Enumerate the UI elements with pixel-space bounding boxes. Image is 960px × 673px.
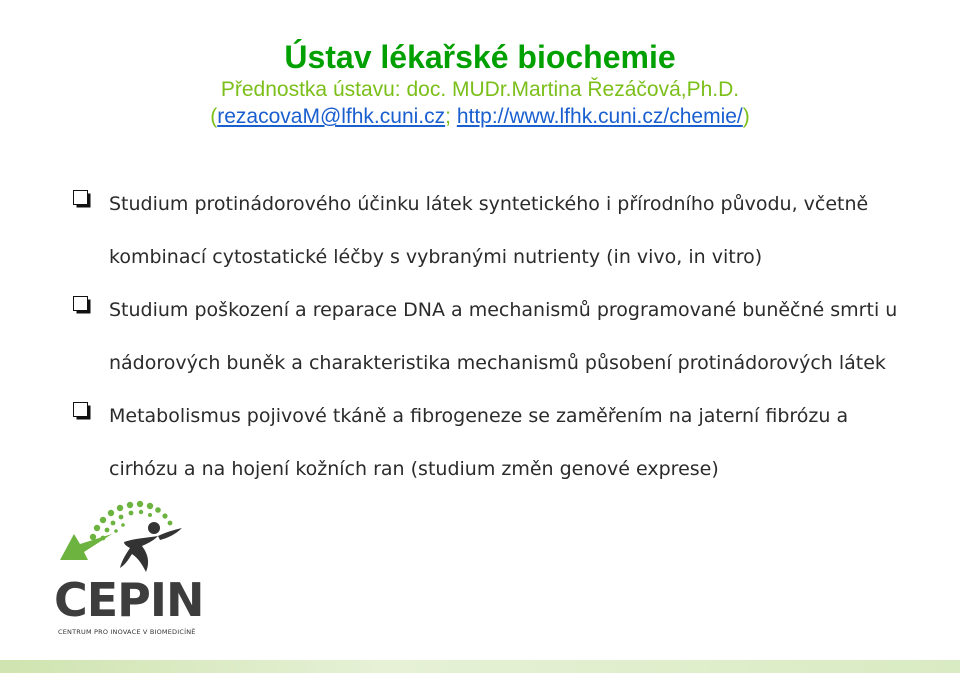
checkbox-bullet-icon xyxy=(73,190,88,205)
bullet-line: Studium protinádorového účinku látek syntetického i přírodního původu, včetně xyxy=(109,193,869,215)
contact-separator: ; xyxy=(445,105,457,128)
research-topics-list xyxy=(70,178,910,496)
bullet-line: Studium poškození a reparace DNA a mechanismů programované buněčné smrti u xyxy=(109,299,898,321)
bullet-line: cirhózu a na hojení kožních ran (studium změn genové exprese) xyxy=(109,458,719,480)
footer-bar xyxy=(0,660,960,673)
bullet-line: Metabolismus pojivové tkáně a fibrogeneze se zaměřením na jaterní fibrózu a xyxy=(109,405,849,427)
website-link[interactable]: http://www.lfhk.cuni.cz/chemie/ xyxy=(456,105,743,128)
page-title: Ústav lékařské biochemie xyxy=(284,39,676,75)
list-item xyxy=(70,284,910,390)
header xyxy=(0,38,960,130)
head-of-institute: Přednostka ústavu: doc. MUDr.Martina Řezáčová,Ph.D. xyxy=(220,78,740,101)
list-item xyxy=(70,178,910,284)
contact-open-paren: ( xyxy=(210,105,218,128)
logo-wordmark: CEPIN xyxy=(54,573,204,627)
contact-line xyxy=(0,103,960,130)
logo-tagline: CENTRUM PRO INOVACE V BIOMEDICÍNĚ xyxy=(58,628,196,636)
contact-close-paren: ) xyxy=(742,105,750,128)
bullet-line: nádorových buněk a charakteristika mechanismů působení protinádorových látek xyxy=(109,352,886,374)
cepin-figure-icon xyxy=(54,498,204,578)
email-link[interactable]: rezacovaM@lfhk.cuni.cz xyxy=(217,105,446,128)
list-item xyxy=(70,390,910,496)
bullet-line: kombinací cytostatické léčby s vybranými nutrienty (in vivo, in vitro) xyxy=(109,246,763,268)
checkbox-bullet-icon xyxy=(73,296,88,311)
cepin-logo xyxy=(54,498,204,638)
checkbox-bullet-icon xyxy=(73,402,88,417)
